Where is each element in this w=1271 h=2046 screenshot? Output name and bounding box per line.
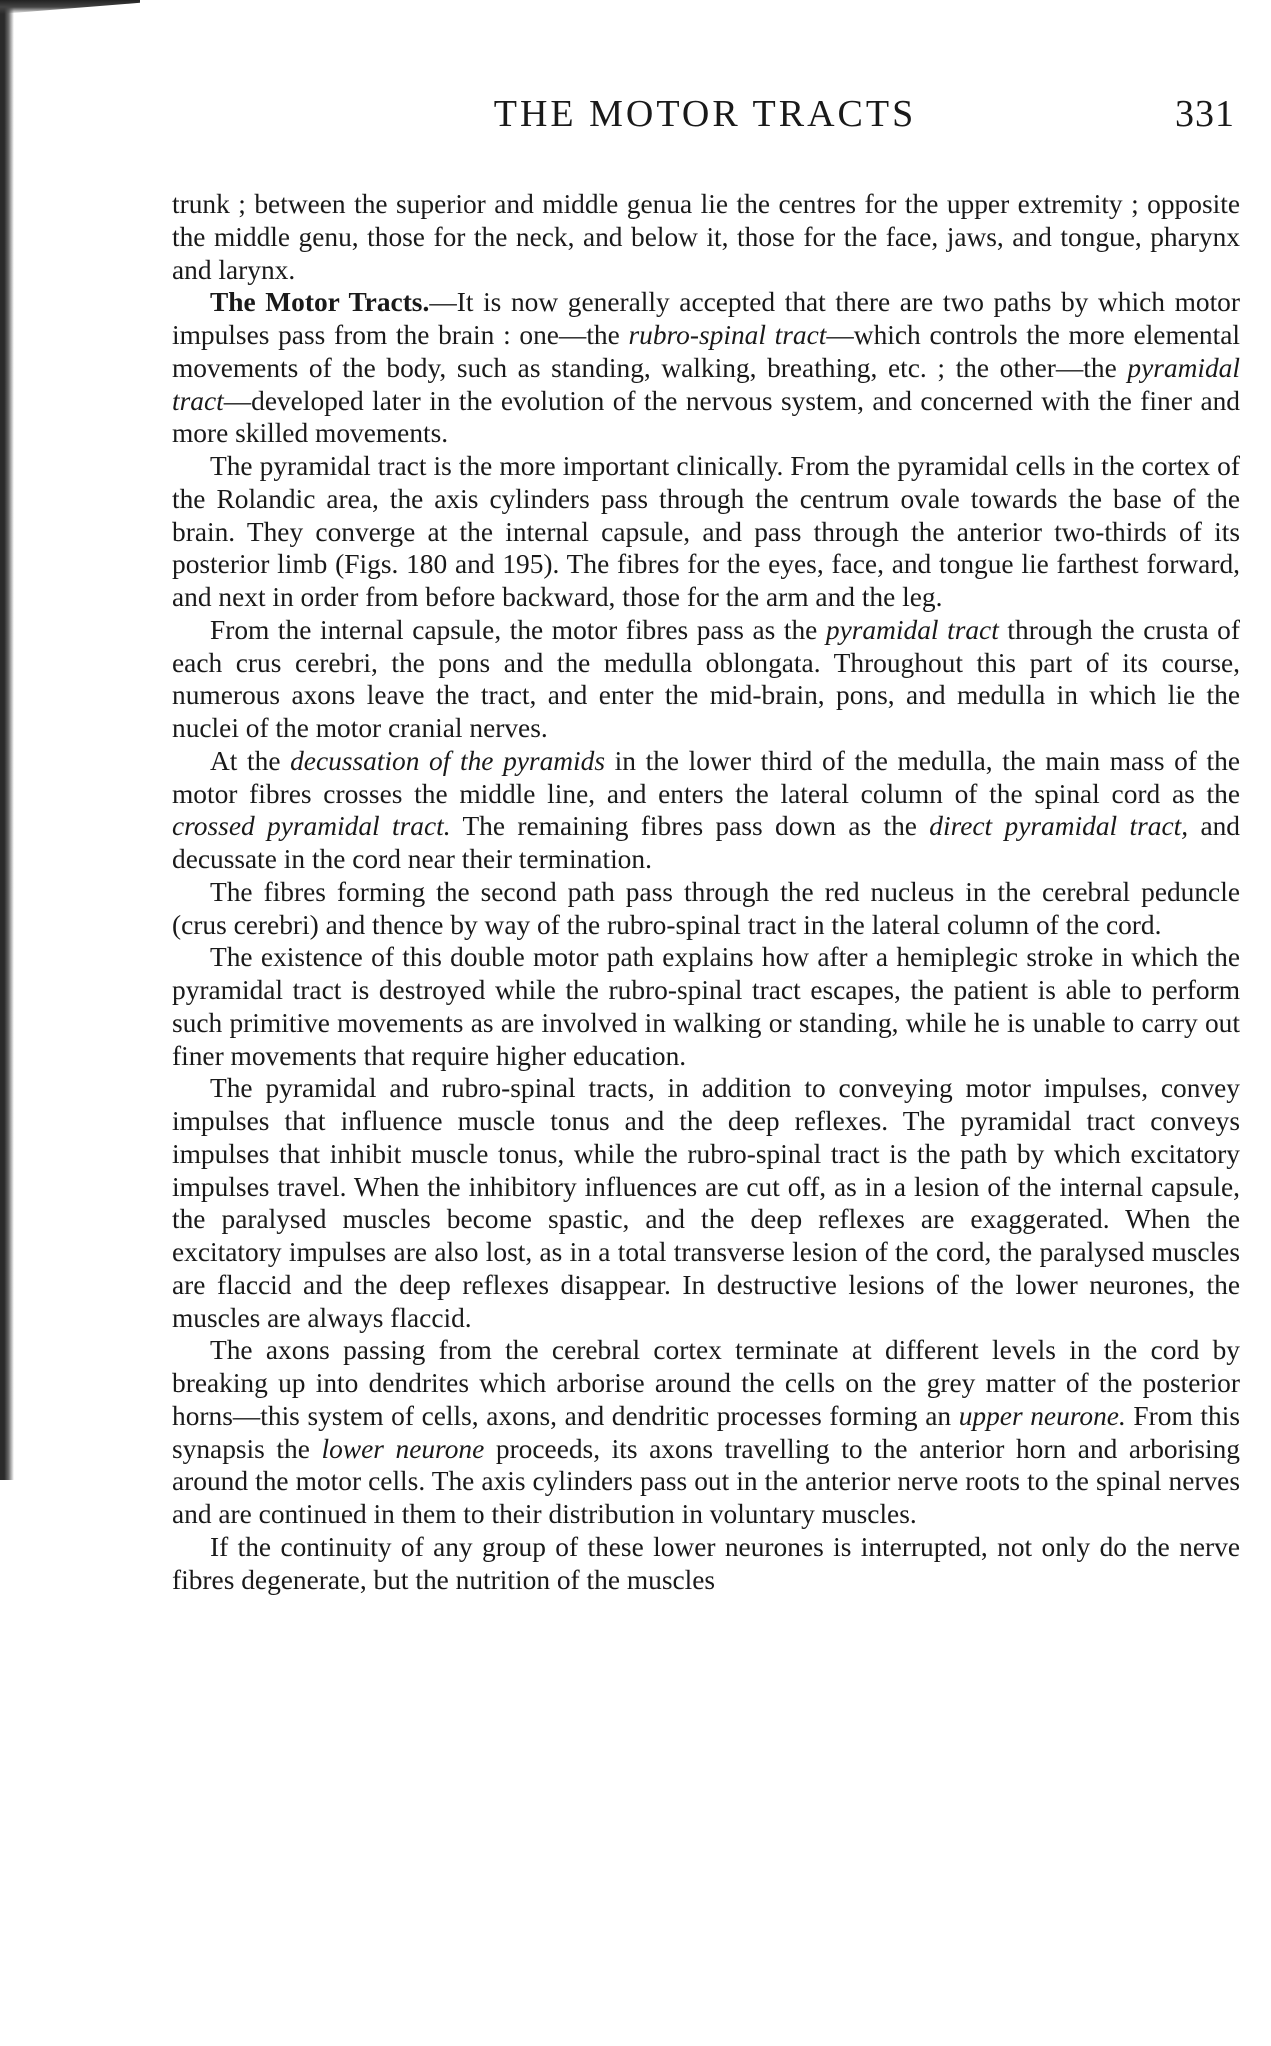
run-text: The existence of this double motor path explains how after a hemiplegic stroke in which the pyramidal tract is destroyed while the rubro-spinal tract escapes, the patient is able to perform such primitive movements as are involved in walking or standing, while he is unable to carry out finer movements that require higher education. [172,942,1240,1071]
run-text: The pyramidal tract is the more important clinically. From the pyramidal cells in the cortex of the Rolandic area, the axis cylinders pass through the centrum ovale towards the base of the brain. They converge at the internal capsule, and pass through the anterior two-thirds of its posterior limb (Figs. 180 and 195). The fibres for the eyes, face, and tongue lie farthest forward, and next in order from before backward, those for the arm and the leg. [172,451,1240,612]
paragraph [172,1072,1240,1334]
running-head [175,92,1235,142]
run-text: From this synapsis the [172,1400,1240,1464]
run-emphasis: lower neurone [321,1433,485,1464]
paragraph [172,450,1240,614]
run-emphasis: pyramidal tract [172,352,1240,416]
run-text: and decussate in the cord near their termination. [172,811,1240,874]
run-heading: The Motor Tracts. [210,287,430,318]
body-text [172,188,1240,1596]
run-text: At the [210,745,291,776]
run-emphasis: direct pyramidal tract, [929,811,1189,842]
paragraph [172,614,1240,745]
paragraph [172,876,1240,942]
run-text: —It is now generally accepted that there are two paths by which motor impulses pass from the brain : one—the [172,287,1240,350]
paragraph [172,1531,1240,1597]
binding-edge [0,0,14,1480]
run-text: The remaining fibres pass down as the [450,811,930,842]
binding-corner [0,0,140,14]
page-number: 331 [1175,93,1235,135]
run-text: —developed later in the evolution of the nervous system, and concerned with the finer and more skilled movements. [172,385,1240,449]
run-emphasis: upper neurone. [958,1400,1126,1431]
run-text: trunk ; between the superior and middle genua lie the centres for the upper extremity ; opposite the middle genu, those for the neck, and below it, those for the face, jaws, and tongue, pharynx and larynx. [172,189,1240,285]
run-text: through the crusta of each crus cerebri, the pons and the medulla oblongata. Throughout this part of its course, numerous axons leave the tract, and enter the mid-brain, pons, and medulla in which lie the nuclei of the motor cranial nerves. [172,614,1240,743]
run-text: The pyramidal and rubro-spinal tracts, in addition to conveying motor impulses, convey impulses that influence muscle tonus and the deep reflexes. The pyramidal tract conveys impulses that inhibit muscle tonus, while the rubro-spinal tract is the path by which excitatory impulses travel. When the inhibitory influences are cut off, as in a lesion of the internal capsule, the paralysed muscles become spastic, and the deep reflexes are exaggerated. When the excitatory impulses are also lost, as in a total transverse lesion of the cord, the paralysed muscles are flaccid and the deep reflexes disappear. In destructive lesions of the lower neurones, the muscles are always flaccid. [172,1073,1240,1333]
paragraph [172,188,1240,286]
page-title: THE MOTOR TRACTS [493,93,917,135]
run-text: From the internal capsule, the motor fibres pass as the [210,614,826,645]
run-text: in the lower third of the medulla, the main mass of the motor fibres crosses the middle line, and enters the lateral column of the spinal cord as the [172,745,1241,809]
run-text: proceeds, its axons travelling to the anterior horn and arborising around the motor cells. The axis cylinders pass out in the anterior nerve roots to the spinal nerves and are continued in them to their distribution in voluntary muscles. [172,1433,1240,1529]
run-text: The axons passing from the cerebral cortex terminate at different levels in the cord by breaking up into dendrites which arborise around the cells on the grey matter of the posterior horns—this system of cells, axons, and dendritic processes forming an [172,1335,1240,1431]
paragraph [172,745,1240,876]
paragraph [172,286,1240,450]
paragraph [172,1334,1240,1531]
paragraph [172,941,1240,1072]
run-text: The fibres forming the second path pass through the red nucleus in the cerebral peduncle (crus cerebri) and thence by way of the rubro-spinal tract in the lateral column of the cord. [172,876,1240,940]
run-emphasis: crossed pyramidal tract. [172,811,451,842]
run-text: —which controls the more elemental movements of the body, such as standing, walking, breathing, etc. ; the other—the [172,320,1240,383]
run-text: If the continuity of any group of these lower neurones is interrupted, not only do the nerve fibres degenerate, but the nutrition of the muscles [172,1531,1240,1595]
run-emphasis: rubro-spinal tract [628,320,827,350]
run-emphasis: decussation of the pyramids [290,745,606,776]
run-emphasis: pyramidal tract [825,614,999,645]
